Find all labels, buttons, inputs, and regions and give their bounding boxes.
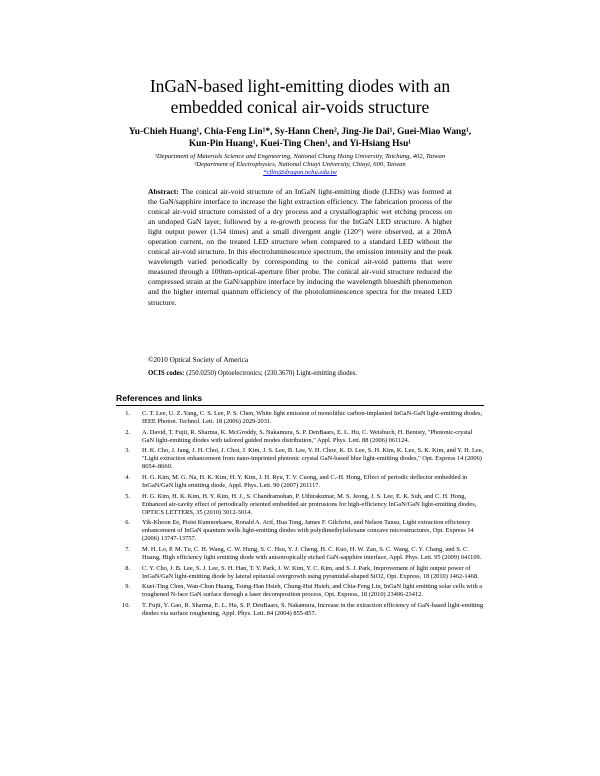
reference-text: Yik-Khoon Ee, Pisist Kumnorkaew, Ronald A. Arif, Hua Tong, James F. Gilchrist, and Nelson Tansu, Light extraction efficiency enhancement of InGaN quantum wells light-emitting diodes with polydimethylsiloxane concave microstructures, Opt. Express 14 (2006) 13747-13757. bbox=[142, 519, 474, 543]
reference-number: 1. bbox=[125, 410, 130, 417]
reference-text: C. T. Lee, U. Z. Yang, C. S. Lee, P. S. Chen, White light emission of monolithic carbon-implanted InGaN-GaN light-emitting diodes, IEEE Photon. Technol. Lett. 18 (2006) 2029-2031. bbox=[142, 410, 483, 425]
reference-text: H. G. Kim, H. K. Kim, H. Y. Kim, H. J., S. Chandramohan, P. Uthirakumar, M. S. Jeong, J. S. Lee, E. K. Suh, and C. H. Hong, Enhanced air-cavity effect of periodically oriented embedded air protrusions for high-efficiency InGaN/GaN light-emitting diodes, OPTICS LETTERS, 35 (2010) 3012-3014. bbox=[142, 492, 477, 516]
email-link[interactable]: *cflin@dragon.nchu.edu.tw bbox=[263, 169, 337, 176]
abstract-text: The conical air-void structure of an InGaN light-emitting diode (LEDs) was formed at the GaN/sapphire interface to increase the light extraction efficiency. The fabrication process of the conical air-void structure consisted of a dry process and a crystallographic wet etching process on an undoped GaN layer, followed by a re-growth process for the InGaN LED structure. A higher light output power (1.54 times) and a small divergent angle (120°) were observed, at a 20mA operation current, on the treated LED structure when compared to a standard LED without the conical air-void structure. In this electroluminescence spectrum, the emission intensity and the peak wavelength varied periodically by corresponding to the conical air-void patterns that were measured through a 100nm-optical-aperture fiber probe. The conical air-void structure reduced the compressed strain at the GaN/sapphire interface by inducing the wavelength blueshift phenomenon and the higher internal quantum efficiency of the photoluminescence spectra for the treated LED structure. bbox=[148, 187, 453, 307]
reference-number: 9. bbox=[125, 583, 130, 591]
reference-text: Kuei-Ting Chen, Wan-Chun Huang, Tsung-Han Hsieh, Chung-Hui Hsieh, and Chia-Feng Lin, InGaN light emitting solar cells with a roughened N-face GaN surface through a laser decomposition process, Opt. Express, 18 (2010) 23406-23412. bbox=[142, 583, 483, 599]
abstract-label: Abstract: bbox=[148, 187, 179, 196]
affiliation-2: ²Department of Electrophysics, National Chiayi University, Chiayi, 600, Taiwan bbox=[194, 161, 406, 168]
reference-number: 2. bbox=[125, 428, 130, 436]
reference-item bbox=[116, 565, 484, 581]
references-heading: References and links bbox=[116, 393, 202, 403]
affiliations bbox=[60, 153, 540, 177]
abstract bbox=[148, 187, 452, 308]
reference-text: M. H. Lo, P. M. Tu, C. H. Wang, C. W. Hung, S. C. Hsu, Y. J. Cheng, H. C. Kuo, H. W. Zan, S. C. Wang, C. Y. Chang, and S. C. Huang, High efficiency light emitting diode with anisotropically etched GaN-sapphire interface, Appl. Phys. Lett. 95 (2009) 041109. bbox=[142, 545, 482, 561]
reference-number: 5. bbox=[125, 492, 130, 500]
authors-line-2: Kun-Pin Huang¹, Kuei-Ting Chen¹, and Yi-Hsiang Hsu¹ bbox=[188, 139, 412, 149]
ocis-text: (250.0250) Optoelectronics; (230.3670) Light-emitting diodes. bbox=[186, 370, 357, 377]
reference-text: C. Y. Cho, J. B. Lee, S. J. Lee, S. H. Han, T. Y. Park, J. W. Kim, Y. C. Kim, and S. J. Park, Improvement of light output power of InGaN/GaN light-emitting diode by lateral epitaxial overgrowth using pyramidal-shaped SiO2, Opt. Express, 18 (2010) 1462-1468. bbox=[142, 564, 479, 580]
authors-line-1: Yu-Chieh Huang¹, Chia-Feng Lin¹*, Sy-Hann Chen², Jing-Jie Dai¹, Guei-Miao Wang¹, bbox=[128, 127, 472, 137]
ocis-label: OCIS codes: bbox=[148, 370, 185, 377]
copyright-notice: ©2010 Optical Society of America bbox=[148, 356, 249, 364]
reference-number: 7. bbox=[125, 545, 130, 553]
ocis-codes bbox=[148, 369, 452, 378]
reference-text: A. David, T. Fujii, R. Sharma, K. McGroddy, S. Nakamura, S. P. DenBaars, E. L. Hu, C. Weisbuch, H. Benisty, "Photonic-crystal GaN light-emitting diodes with tailored guided modes distribution," Appl. Phys. Lett. 88 (2006) 061124. bbox=[142, 428, 473, 444]
reference-text: T. Fujii, Y. Gao, R. Sharma, E. L. Hu, S. P. DenBaars, S. Nakamura, Increase in the extraction efficiency of GaN-based light-emitting diodes via surface roughening, Appl. Phys. Lett. 84 (2004) 855-857. bbox=[142, 602, 484, 617]
reference-text: H. K. Cho, J. Jang, J. H. Choi, J. Choi, J. Kim, J. S. Lee, B. Lee, Y. H. Choe, K. D. Lee, S. H. Kim, K. Lee, S. K. Kim, and Y. H. Lee, "Light extraction enhancement from nano-imprinted photonic crystal GaN-based blue light-emitting diodes," Opt. Express 14 (2006) 8654–8660. bbox=[142, 447, 484, 471]
reference-text: H. G. Kim, M. G. Na, H. K. Kim, H. Y. Kim, J. H. Ryu, T. V. Cuong, and C.-H. Hong, Effect of periodic deflector embedded in InGaN/GaN light emitting diode, Appl. Phys. Lett. 90 (2007) 261117. bbox=[142, 474, 468, 489]
references-list bbox=[116, 410, 484, 621]
paper-title bbox=[60, 76, 540, 118]
reference-item bbox=[116, 583, 484, 599]
title-line-1: InGaN-based light-emitting diodes with an bbox=[149, 76, 451, 96]
references-divider bbox=[116, 405, 484, 406]
reference-item bbox=[116, 447, 484, 471]
affiliation-1: ¹Department of Materials Science and Engineering, National Chung Hsing University, Taichung, 402, Taiwan bbox=[154, 153, 446, 160]
reference-item bbox=[116, 493, 484, 517]
reference-number: 4. bbox=[125, 474, 130, 482]
reference-number: 3. bbox=[125, 447, 130, 455]
reference-number: 8. bbox=[125, 564, 130, 572]
reference-item bbox=[116, 429, 484, 445]
reference-item bbox=[116, 519, 484, 543]
author-list bbox=[60, 126, 540, 150]
reference-item bbox=[116, 410, 484, 426]
reference-item bbox=[116, 546, 484, 562]
reference-number: 6. bbox=[125, 519, 130, 527]
title-line-2: embedded conical air-voids structure bbox=[170, 97, 430, 117]
reference-item bbox=[116, 474, 484, 490]
reference-number: 10. bbox=[122, 602, 130, 610]
reference-item bbox=[116, 602, 484, 618]
